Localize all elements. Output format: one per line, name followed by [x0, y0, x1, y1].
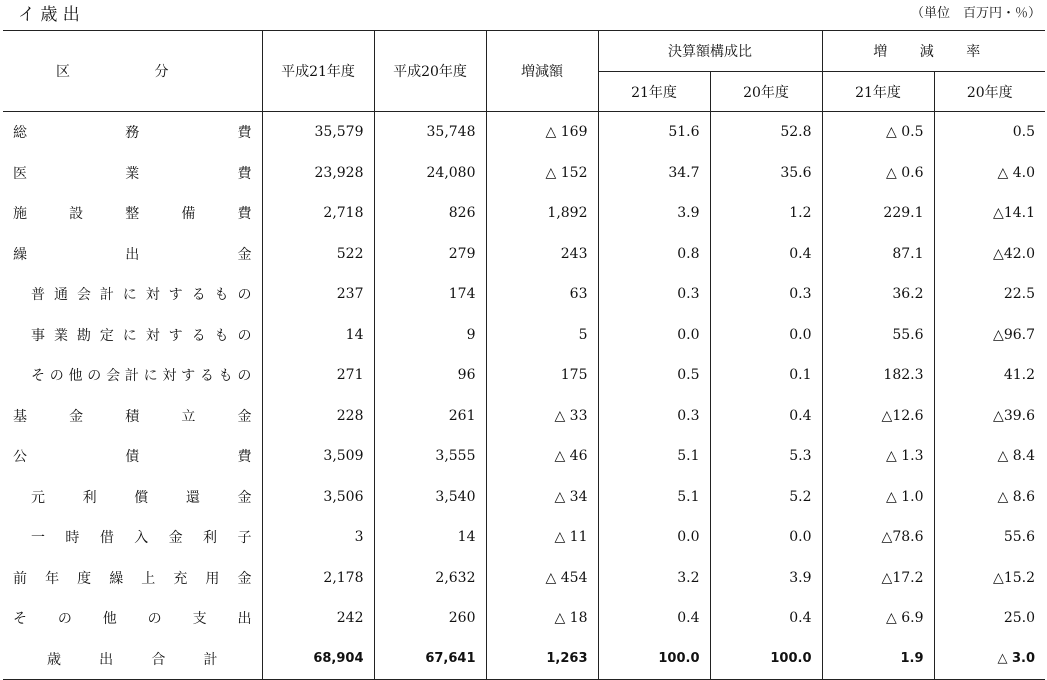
cell-r20: 41.2: [1003, 367, 1035, 384]
cell-r20: 22.5: [1003, 286, 1035, 303]
cell-h21: 228: [262, 396, 374, 437]
cell-h20: 35,748: [374, 112, 486, 153]
cell-h21: 35,579: [262, 112, 374, 153]
cell-diff: △ 46: [486, 436, 598, 477]
cell-diff: △ 152: [486, 153, 598, 194]
cell-h21: 2,718: [262, 193, 374, 234]
cell-c20: 5.3: [710, 436, 822, 477]
cell-c20: 5.2: [710, 477, 822, 518]
header-comp-21: 21年度: [598, 72, 710, 112]
cell-r21: 229.1: [822, 193, 934, 234]
header-change-rate: 増 減 率: [873, 44, 995, 60]
row-label-text: そ の 他 の 支 出: [13, 611, 252, 628]
cell-diff: 175: [486, 355, 598, 396]
row-label: [3, 153, 262, 194]
header-fy21: 平成21年度: [262, 31, 374, 112]
cell-c21: 100.0: [598, 639, 710, 680]
row-label: [3, 639, 262, 680]
cell-diff: 63: [486, 274, 598, 315]
table-row: [3, 193, 1045, 234]
cell-c20: 100.0: [710, 639, 822, 680]
cell-h20: 96: [374, 355, 486, 396]
cell-c21: 0.0: [598, 315, 710, 356]
cell-h20: 260: [374, 598, 486, 639]
header-rate-20: 20年度: [934, 72, 1045, 112]
cell-r20: 25.0: [1003, 610, 1035, 627]
cell-r21: 36.2: [822, 274, 934, 315]
row-label-text: 繰 出 金: [13, 246, 252, 263]
cell-diff: 243: [486, 234, 598, 275]
cell-h21: 68,904: [262, 639, 374, 680]
cell-r20: △ 4.0: [997, 164, 1035, 181]
unit-note: （単位 百万円・％）: [910, 6, 1041, 21]
cell-diff: △ 33: [486, 396, 598, 437]
cell-c20: 1.2: [710, 193, 822, 234]
row-label-text: 総 務 費: [13, 125, 252, 142]
cell-r20: △14.1: [993, 205, 1035, 222]
row-label: [3, 598, 262, 639]
table-body: [3, 112, 1045, 680]
table-row: [3, 315, 1045, 356]
table-row: [3, 153, 1045, 194]
cell-diff: △ 169: [486, 112, 598, 153]
cell-c20: 0.0: [710, 517, 822, 558]
row-label: [3, 517, 262, 558]
header-rate-21: 21年度: [822, 72, 934, 112]
row-label-text: 事 業 勘 定 に 対 す る も の: [31, 327, 252, 344]
cell-h20: 2,632: [374, 558, 486, 599]
cell-c21: 5.1: [598, 436, 710, 477]
cell-h20: 24,080: [374, 153, 486, 194]
table-row: [3, 477, 1045, 518]
cell-r21: 1.9: [822, 639, 934, 680]
cell-c21: 0.3: [598, 274, 710, 315]
cell-c20: 0.4: [710, 598, 822, 639]
cell-c20: 0.3: [710, 274, 822, 315]
cell-diff: 1,263: [486, 639, 598, 680]
cell-diff: △ 18: [486, 598, 598, 639]
cell-c20: 0.0: [710, 315, 822, 356]
cell-h21: 242: [262, 598, 374, 639]
cell-r21: △ 1.0: [822, 477, 934, 518]
row-label: [3, 558, 262, 599]
cell-r20: △42.0: [993, 245, 1035, 262]
cell-r20: 55.6: [1003, 529, 1035, 546]
cell-diff: △ 11: [486, 517, 598, 558]
cell-h21: 237: [262, 274, 374, 315]
table-row: [3, 436, 1045, 477]
row-label: [3, 477, 262, 518]
cell-c21: 0.5: [598, 355, 710, 396]
cell-diff: △ 34: [486, 477, 598, 518]
cell-diff: 5: [486, 315, 598, 356]
cell-h21: 23,928: [262, 153, 374, 194]
cell-h20: 67,641: [374, 639, 486, 680]
expenditure-table: [3, 30, 1045, 680]
cell-r21: 87.1: [822, 234, 934, 275]
header-category: 区 分: [3, 31, 262, 112]
row-label-text: 一 時 借 入 金 利 子: [31, 530, 252, 547]
header-diff: 増減額: [486, 31, 598, 112]
cell-h21: 3: [262, 517, 374, 558]
table-row: [3, 517, 1045, 558]
cell-c21: 0.8: [598, 234, 710, 275]
header-comp-20: 20年度: [710, 72, 822, 112]
cell-c21: 51.6: [598, 112, 710, 153]
cell-c21: 0.0: [598, 517, 710, 558]
row-label-text: 歳 出 合 計: [47, 651, 218, 668]
cell-c21: 0.3: [598, 396, 710, 437]
cell-diff: 1,892: [486, 193, 598, 234]
cell-r21: △17.2: [822, 558, 934, 599]
cell-c21: 3.2: [598, 558, 710, 599]
cell-c20: 52.8: [710, 112, 822, 153]
cell-c21: 3.9: [598, 193, 710, 234]
table-row: [3, 274, 1045, 315]
cell-h21: 3,509: [262, 436, 374, 477]
cell-h20: 174: [374, 274, 486, 315]
cell-h20: 3,540: [374, 477, 486, 518]
table-row: [3, 598, 1045, 639]
row-label-text: 医 業 費: [13, 165, 252, 182]
table-row: [3, 558, 1045, 599]
cell-r21: △ 0.6: [822, 153, 934, 194]
cell-r20: △39.6: [993, 407, 1035, 424]
cell-c21: 5.1: [598, 477, 710, 518]
cell-c21: 0.4: [598, 598, 710, 639]
table-row: [3, 396, 1045, 437]
row-label-text: 前 年 度 繰 上 充 用 金: [13, 570, 252, 587]
row-label-text: 普 通 会 計 に 対 す る も の: [31, 287, 252, 304]
cell-r21: △ 1.3: [822, 436, 934, 477]
row-label: [3, 234, 262, 275]
section-title: イ 歳 出: [18, 5, 80, 25]
cell-h20: 9: [374, 315, 486, 356]
cell-h21: 522: [262, 234, 374, 275]
row-label: [3, 436, 262, 477]
row-label: [3, 112, 262, 153]
row-label: [3, 396, 262, 437]
table-row: [3, 234, 1045, 275]
row-label: [3, 193, 262, 234]
cell-c20: 35.6: [710, 153, 822, 194]
cell-h20: 14: [374, 517, 486, 558]
row-label-text: 公 債 費: [13, 449, 252, 466]
header-composition: 決算額構成比: [598, 31, 822, 72]
header-fy20: 平成20年度: [374, 31, 486, 112]
cell-h21: 271: [262, 355, 374, 396]
cell-c20: 0.1: [710, 355, 822, 396]
cell-h20: 279: [374, 234, 486, 275]
cell-c21: 34.7: [598, 153, 710, 194]
cell-r20: △ 3.0: [997, 651, 1035, 667]
row-label: [3, 355, 262, 396]
cell-r20: △15.2: [993, 569, 1035, 586]
row-label: [3, 315, 262, 356]
cell-r20: △96.7: [993, 326, 1035, 343]
cell-r20: △ 8.4: [997, 448, 1035, 465]
table-row: [3, 112, 1045, 153]
table-row: [3, 355, 1045, 396]
row-label-text: 施 設 整 備 費: [13, 206, 252, 223]
cell-r21: 55.6: [822, 315, 934, 356]
cell-r21: △78.6: [822, 517, 934, 558]
cell-h20: 826: [374, 193, 486, 234]
cell-r21: 182.3: [822, 355, 934, 396]
cell-h20: 3,555: [374, 436, 486, 477]
cell-c20: 3.9: [710, 558, 822, 599]
row-label: [3, 274, 262, 315]
cell-r20: △ 8.6: [997, 488, 1035, 505]
cell-r20: 0.5: [1012, 124, 1035, 141]
cell-h21: 14: [262, 315, 374, 356]
cell-c20: 0.4: [710, 234, 822, 275]
row-label-text: そ の 他 の 会 計 に 対 す る も の: [31, 368, 252, 385]
cell-r21: △ 6.9: [822, 598, 934, 639]
row-label-text: 基 金 積 立 金: [13, 408, 252, 425]
cell-h20: 261: [374, 396, 486, 437]
cell-h21: 3,506: [262, 477, 374, 518]
cell-r21: △ 0.5: [822, 112, 934, 153]
cell-r21: △12.6: [822, 396, 934, 437]
cell-c20: 0.4: [710, 396, 822, 437]
total-row: [3, 639, 1045, 680]
cell-diff: △ 454: [486, 558, 598, 599]
cell-h21: 2,178: [262, 558, 374, 599]
row-label-text: 元 利 償 還 金: [31, 489, 252, 506]
